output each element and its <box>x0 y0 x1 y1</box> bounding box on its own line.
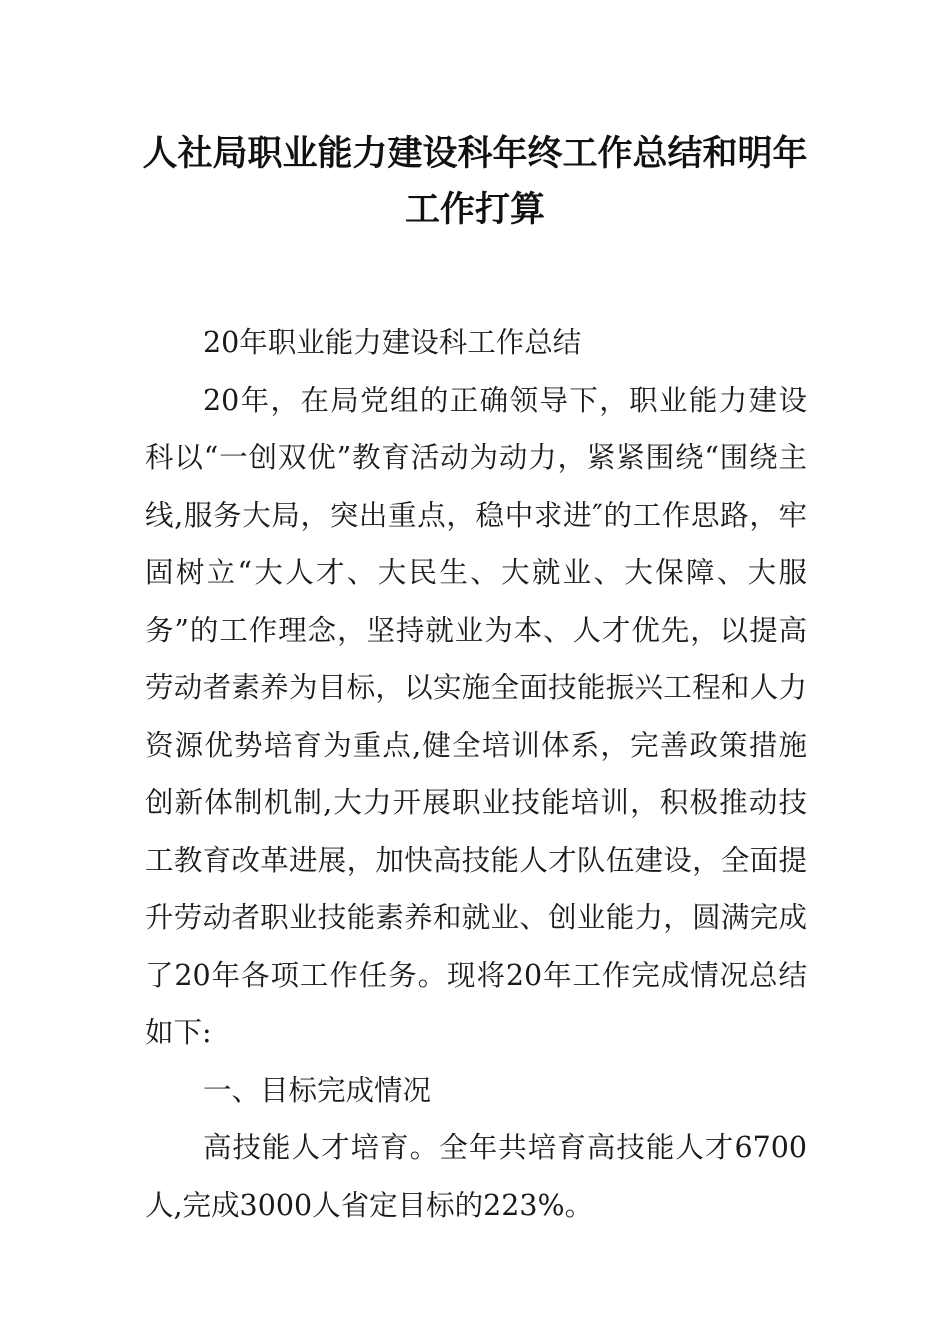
skills-talent-paragraph: 高技能人才培育。全年共培育高技能人才6700人,完成3000人省定目标的223%。 <box>145 1131 807 1222</box>
section-heading-summary: 20年职业能力建设科工作总结 <box>203 326 582 359</box>
document-body <box>145 314 807 1234</box>
section-heading-targets: 一、目标完成情况 <box>203 1073 432 1107</box>
intro-paragraph: 20年，在局党组的正确领导下，职业能力建设科以“一创双优”教育活动为动力，紧紧围绕“围绕主线,服务大局，突出重点，稳中求进″的工作思路，牢固树立“大人才、大民生、大就业、大保障、大服务”的工作理念，坚持就业为本、人才优先，以提高劳动者素养为目标，以实施全面技能振兴工程和人力资源优势培育为重点,健全培训体系，完善政策措施创新体制机制,大力开展职业技能培训，积极推动技工教育改革进展，加快高技能人才队伍建设，全面提升劳动者职业技能素养和就业、创业能力，圆满完成了20年各项工作任务。现将20年工作完成情况总结如下: <box>145 383 807 1049</box>
document-title: 人社局职业能力建设科年终工作总结和明年工作打算 <box>142 134 808 230</box>
